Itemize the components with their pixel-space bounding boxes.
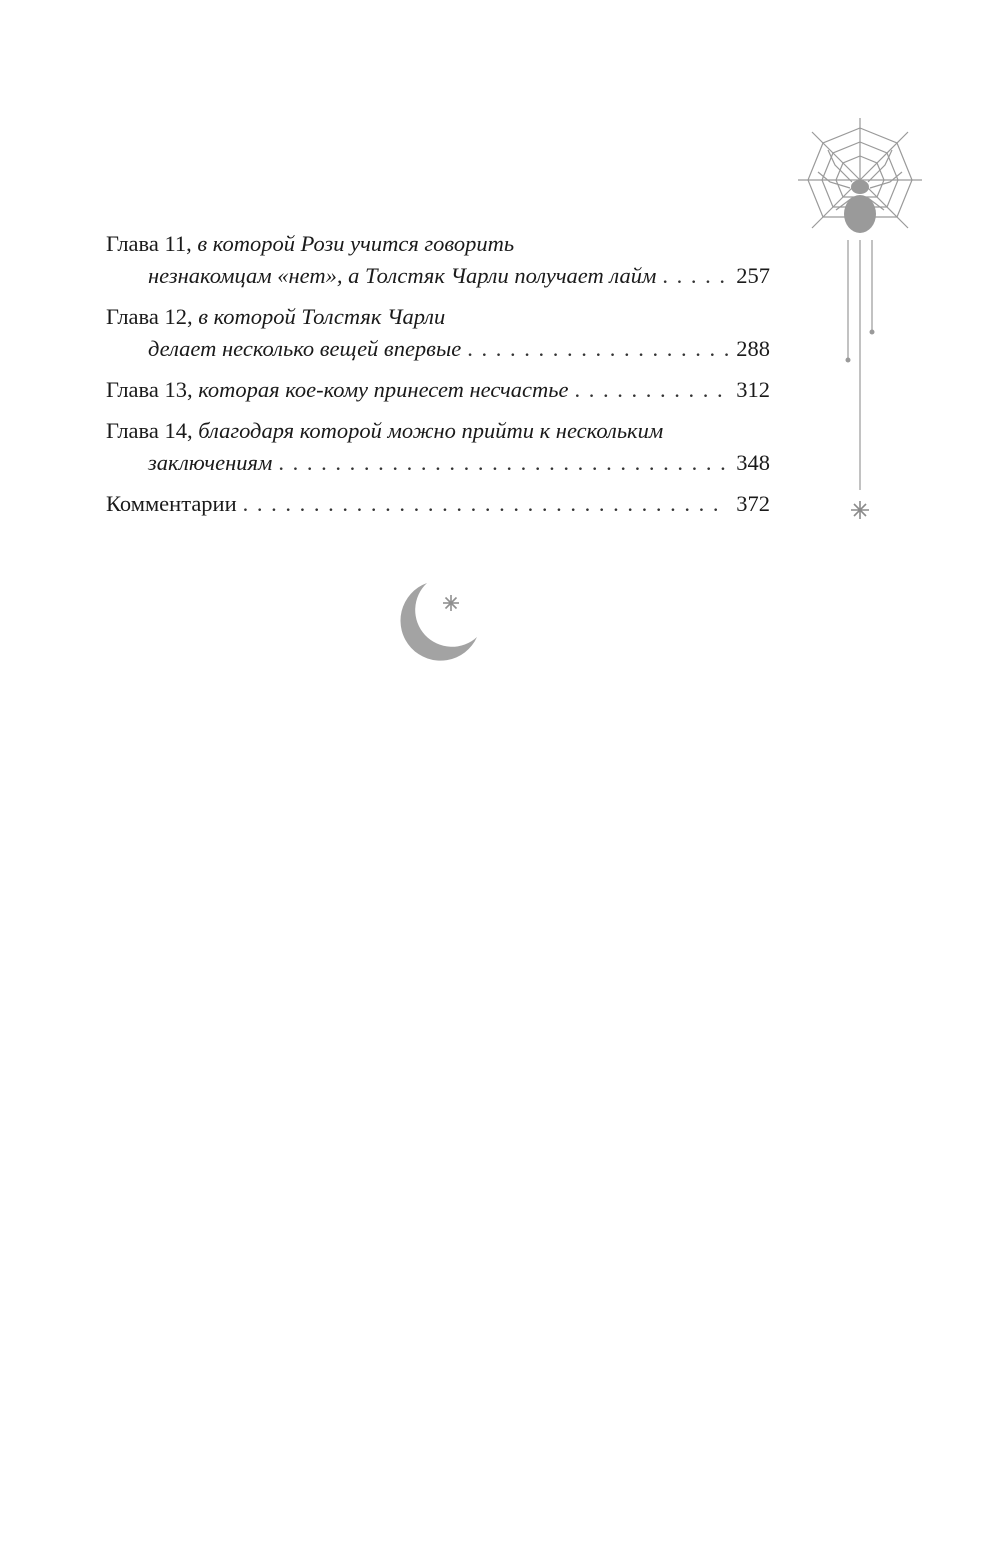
toc-chapter-subtitle: благодаря которой можно прийти к нескольким — [198, 418, 664, 443]
toc-chapter-subtitle-cont: незнакомцам «нет», а Толстяк Чарли получает лайм — [148, 263, 657, 288]
toc-chapter-label: Глава 13, — [106, 377, 193, 402]
toc-chapter-subtitle: в которой Толстяк Чарли — [198, 304, 446, 329]
dot-leader — [243, 488, 728, 520]
dot-leader — [278, 447, 728, 479]
spider-web-icon — [790, 110, 940, 530]
toc-chapter-subtitle-cont: заключениям — [148, 450, 273, 475]
toc-page-number: 288 — [736, 336, 770, 361]
toc-chapter-label: Глава 11, — [106, 231, 192, 256]
crescent-moon-star-icon — [395, 575, 490, 665]
dot-leader — [662, 260, 728, 292]
toc-comments-label: Комментарии — [106, 491, 237, 516]
toc-chapter-subtitle: которая кое-кому принесет несчастье — [198, 377, 569, 402]
dot-leader — [575, 374, 728, 406]
toc-entry-chapter-13 — [106, 374, 770, 406]
toc-entry-comments — [106, 488, 770, 520]
toc-page-number: 312 — [736, 377, 770, 402]
toc-chapter-label: Глава 12, — [106, 304, 193, 329]
table-of-contents — [106, 228, 770, 529]
toc-chapter-subtitle: в которой Рози учится говорить — [197, 231, 515, 256]
dot-leader — [467, 333, 728, 365]
toc-page-number: 348 — [736, 450, 770, 475]
toc-entry-chapter-12 — [106, 301, 770, 365]
toc-page-number: 372 — [736, 491, 770, 516]
toc-page-number: 257 — [736, 263, 770, 288]
toc-entry-chapter-14 — [106, 415, 770, 479]
toc-chapter-label: Глава 14, — [106, 418, 193, 443]
toc-entry-chapter-11 — [106, 228, 770, 292]
toc-chapter-subtitle-cont: делает несколько вещей впервые — [148, 336, 462, 361]
